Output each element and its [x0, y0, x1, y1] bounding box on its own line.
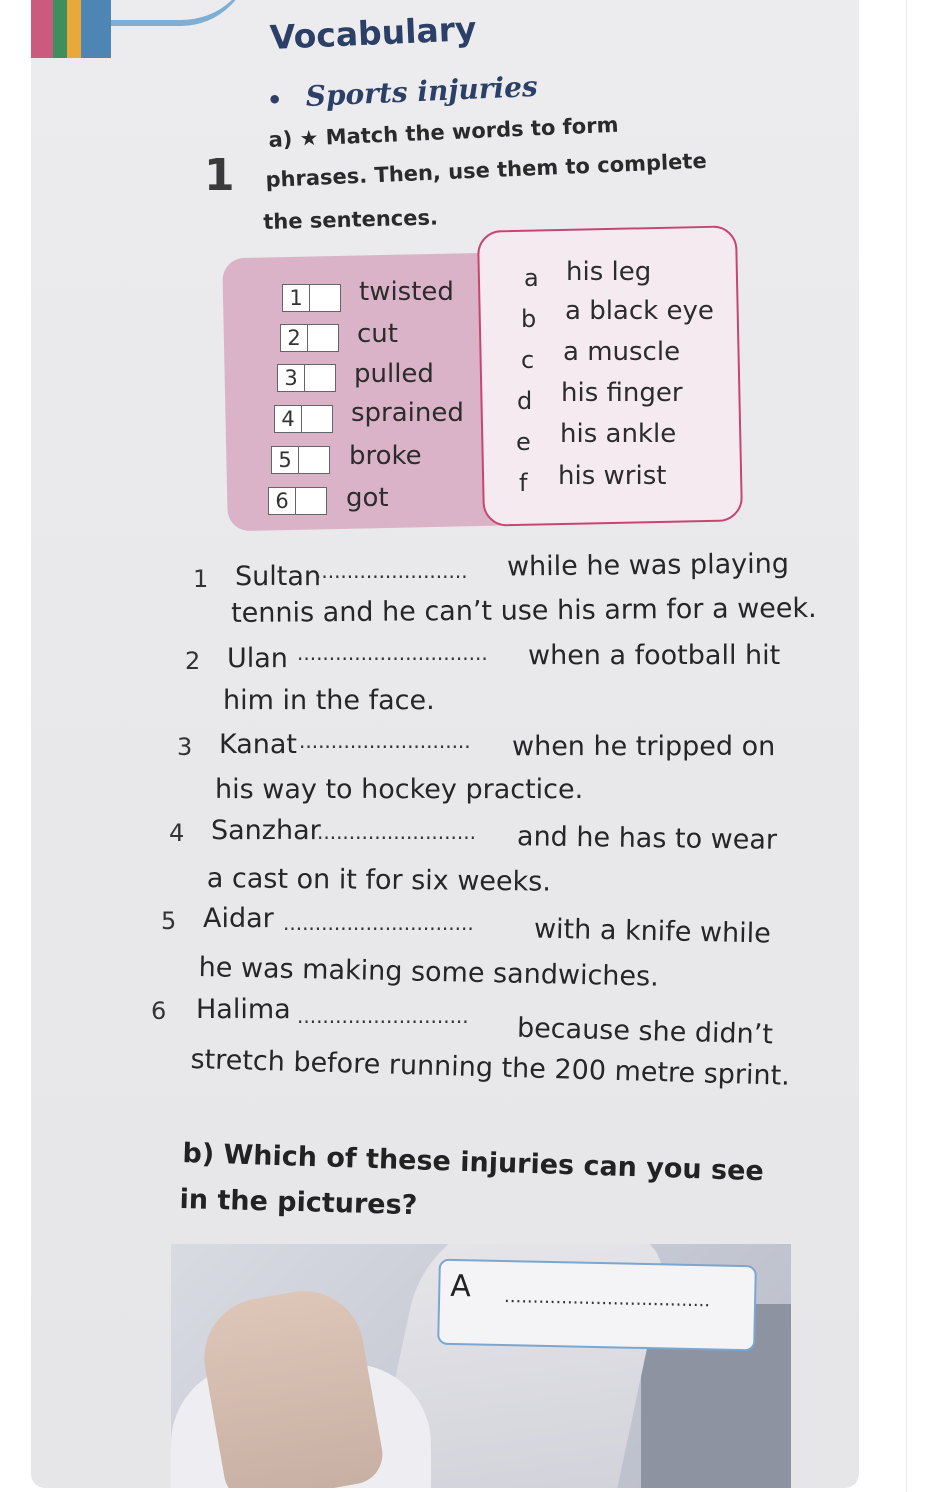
topic-title: Sports injuries: [305, 69, 539, 113]
object-text: a black eye: [565, 296, 714, 326]
sentence-line2: he was making some sandwiches.: [198, 952, 660, 993]
sentence-number: 4: [169, 819, 185, 847]
picture-label-letter: A: [449, 1268, 472, 1305]
instruction-line-3: the sentences.: [263, 205, 439, 234]
sentence-blank[interactable]: ........................: [315, 559, 468, 583]
object-letter: a: [524, 264, 539, 292]
answer-box-5[interactable]: [271, 446, 335, 474]
sentence-number: 5: [161, 907, 177, 935]
part-b-line-1: b) Which of these injuries can you see: [182, 1138, 765, 1188]
object-text: a muscle: [563, 337, 681, 367]
object-text: his ankle: [560, 419, 677, 449]
answer-box-blank[interactable]: [296, 487, 327, 515]
sentence-blank[interactable]: ..............................: [297, 641, 488, 665]
answer-box-number: 3: [277, 364, 305, 392]
sentence-rest: while he was playing: [506, 548, 790, 583]
sentence-line2: him in the face.: [223, 685, 435, 716]
answer-box-number: 1: [282, 284, 310, 312]
object-letter: b: [521, 305, 537, 333]
topic-bullet: •: [267, 86, 283, 114]
part-b-line-2: in the pictures?: [179, 1184, 418, 1222]
verb-word: sprained: [351, 398, 464, 428]
sentence-rest: and he has to wear: [516, 821, 778, 856]
sentence-rest: when he tripped on: [512, 731, 776, 762]
picture-label-blank[interactable]: ....................................: [503, 1286, 711, 1312]
verb-word: twisted: [359, 277, 454, 307]
sentence-blank[interactable]: ..............................: [283, 911, 474, 935]
sentence-name: Aidar: [203, 903, 274, 934]
object-text: his leg: [566, 257, 652, 287]
exercise-number: 1: [204, 150, 235, 201]
answer-box-blank[interactable]: [310, 284, 341, 312]
object-text: his wrist: [558, 461, 667, 491]
color-band-orange: [67, 0, 81, 58]
sentence-line2: a cast on it for six weeks.: [206, 863, 552, 898]
answer-box-4[interactable]: [274, 405, 338, 433]
sentence-line2: tennis and he can’t use his arm for a week.: [231, 592, 817, 629]
sentence-number: 2: [185, 647, 201, 675]
sentence-name: Sanzhar: [211, 815, 321, 846]
sentence-number: 1: [193, 565, 209, 593]
sentence-number: 3: [177, 733, 193, 761]
answer-box-number: 6: [268, 487, 296, 515]
answer-box-blank[interactable]: [299, 446, 330, 474]
answer-box-2[interactable]: [280, 324, 344, 352]
sentence-blank[interactable]: ...........................: [297, 1004, 469, 1028]
sentence-rest: when a football hit: [528, 640, 781, 671]
object-letter: d: [517, 387, 533, 415]
verb-word: got: [346, 483, 389, 513]
answer-box-blank[interactable]: [302, 405, 333, 433]
answer-box-blank[interactable]: [308, 324, 339, 352]
decorative-curve: [111, 0, 251, 26]
sentence-line2: stretch before running the 200 metre sprint.: [190, 1044, 791, 1092]
sentence-line2: his way to hockey practice.: [215, 774, 584, 805]
sentence-number: 6: [151, 997, 167, 1025]
section-title: Vocabulary: [269, 8, 478, 57]
sentence-rest: with a knife while: [533, 913, 772, 950]
answer-box-blank[interactable]: [305, 364, 336, 392]
color-band-pink: [31, 0, 53, 58]
photo-hand: [195, 1282, 387, 1488]
sentence-name: Ulan: [227, 643, 288, 674]
answer-box-number: 4: [274, 405, 302, 433]
instruction-line-1: a) ★ Match the words to form: [268, 112, 619, 152]
sentence-name: Kanat: [219, 729, 298, 760]
answer-box-1[interactable]: [282, 284, 346, 312]
instruction-line-2: phrases. Then, use them to complete: [265, 148, 708, 192]
verb-word: broke: [349, 441, 422, 471]
scrollbar-track[interactable]: [906, 0, 947, 1492]
answer-box-number: 2: [280, 324, 308, 352]
sentence-blank[interactable]: ...........................: [299, 729, 471, 753]
object-letter: f: [519, 469, 528, 497]
sentence-blank[interactable]: .........................: [317, 820, 476, 844]
answer-box-6[interactable]: [268, 487, 332, 515]
object-text: his finger: [561, 378, 683, 408]
answer-box-3[interactable]: [277, 364, 341, 392]
object-letter: c: [521, 346, 535, 374]
textbook-page: [31, 0, 859, 1488]
color-band-blue: [81, 0, 111, 58]
verb-word: cut: [357, 319, 398, 349]
sentence-rest: because she didn’t: [516, 1012, 774, 1051]
sentence-name: Sultan: [235, 561, 321, 592]
sentence-name: Halima: [196, 994, 291, 1025]
object-letter: e: [516, 428, 531, 456]
picture-label-box: [437, 1259, 757, 1352]
answer-box-number: 5: [271, 446, 299, 474]
verb-word: pulled: [354, 359, 434, 389]
color-band-green: [53, 0, 67, 58]
